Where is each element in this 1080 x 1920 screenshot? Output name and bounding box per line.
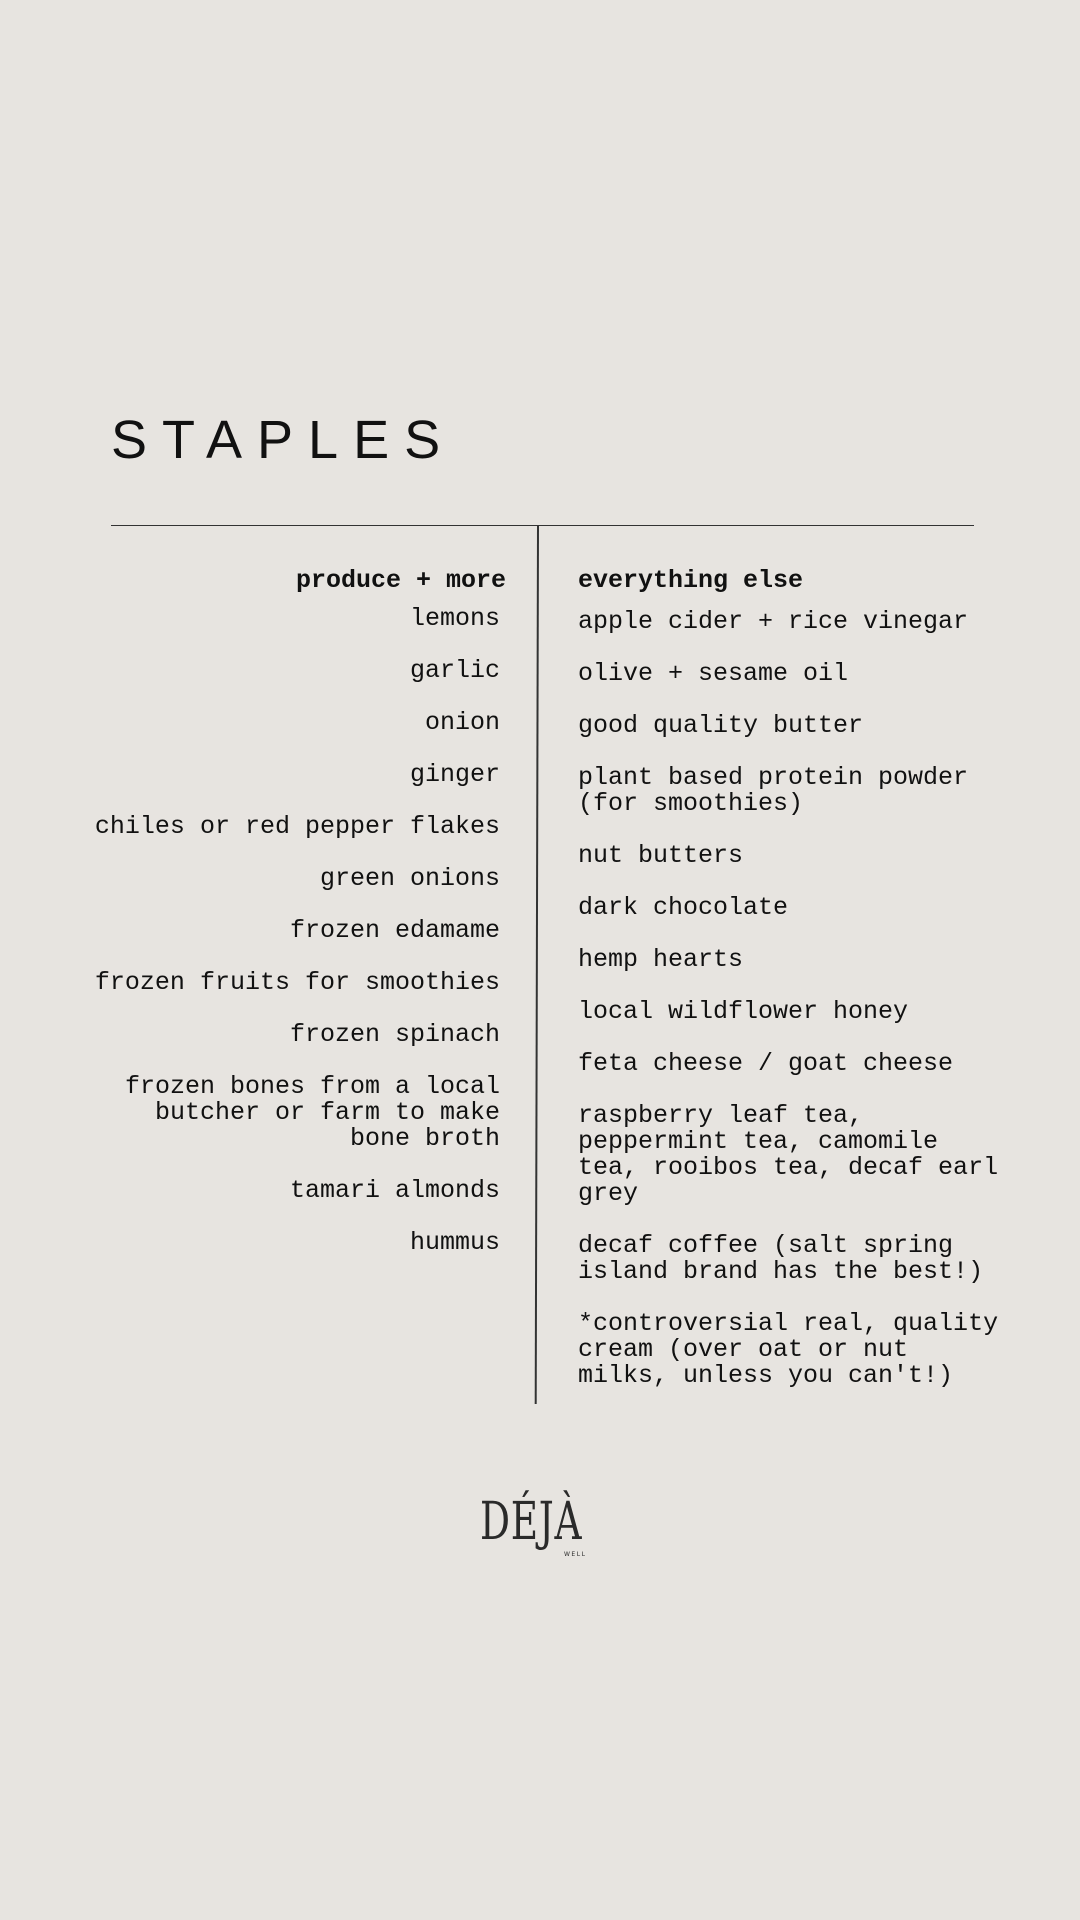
list-item: tamari almonds: [289, 1176, 500, 1205]
everything-else-heading: everything else: [578, 566, 804, 595]
title-divider: [111, 525, 974, 526]
produce-list: [40, 606, 500, 1256]
list-item: ginger: [409, 760, 500, 789]
list-item: frozen edamame: [289, 916, 500, 945]
list-item: frozen bones from a local butcher or farm to make bone broth: [124, 1072, 500, 1153]
list-item: nut butters: [578, 841, 744, 870]
list-item: apple cider + rice vinegar: [578, 607, 969, 636]
everything-else-list: [578, 609, 1048, 1389]
list-item: frozen spinach: [289, 1020, 500, 1049]
produce-column: [40, 566, 506, 1282]
list-item: local wildflower honey: [578, 997, 909, 1026]
logo-subtext: WELL: [564, 1551, 587, 1558]
list-item: olive + sesame oil: [578, 659, 849, 688]
list-item: onion: [424, 708, 500, 737]
list-item: garlic: [409, 656, 500, 685]
page-title: STAPLES: [111, 410, 456, 470]
list-item: green onions: [319, 864, 500, 893]
deja-well-logo: [480, 1492, 590, 1562]
everything-else-column: [578, 568, 1048, 1415]
column-divider: [535, 526, 539, 1404]
list-item: hummus: [409, 1228, 500, 1257]
list-item: plant based protein powder (for smoothies): [578, 763, 969, 818]
list-item: feta cheese / goat cheese: [578, 1049, 954, 1078]
list-item: good quality butter: [578, 711, 864, 740]
list-item: raspberry leaf tea, peppermint tea, camomile tea, rooibos tea, decaf earl grey: [578, 1101, 999, 1208]
logo-wordmark: DÉJÀ: [480, 1492, 583, 1552]
produce-heading: produce + more: [295, 566, 506, 595]
list-item: dark chocolate: [578, 893, 789, 922]
list-item: lemons: [409, 604, 500, 633]
list-item: hemp hearts: [578, 945, 744, 974]
list-item: frozen fruits for smoothies: [94, 968, 500, 997]
list-item: chiles or red pepper flakes: [94, 812, 500, 841]
list-item: *controversial real, quality cream (over oat or nut milks, unless you can't!): [578, 1309, 999, 1390]
list-item: decaf coffee (salt spring island brand has the best!): [578, 1231, 984, 1286]
